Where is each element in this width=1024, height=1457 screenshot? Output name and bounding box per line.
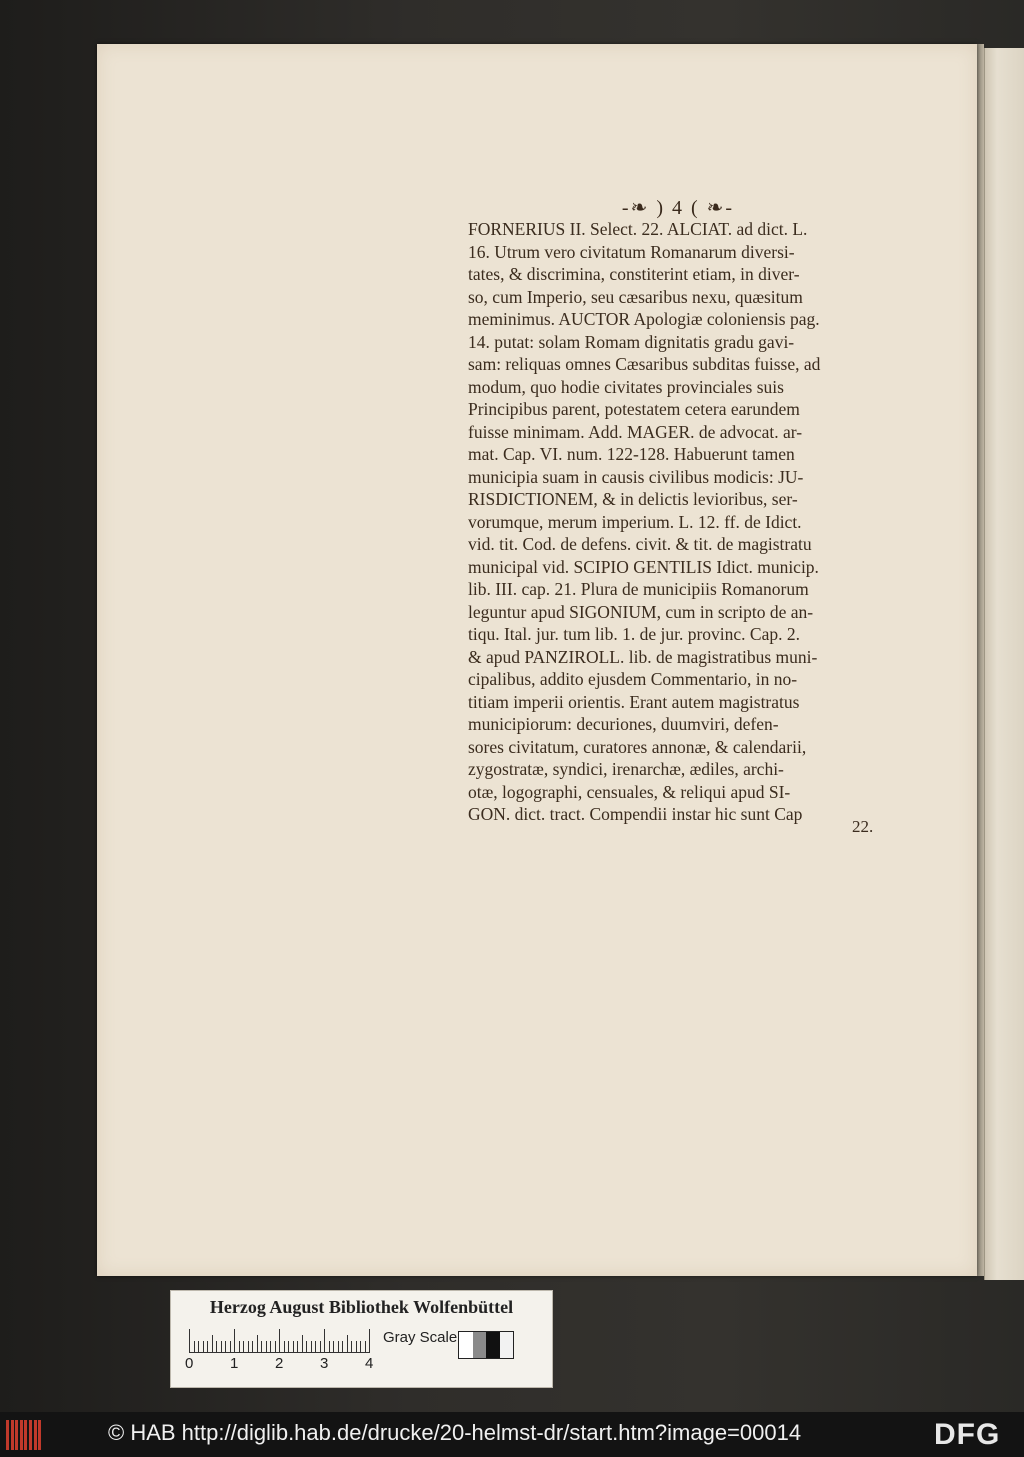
ruler-number: 4 <box>365 1355 374 1372</box>
ruler-numbers <box>185 1355 385 1375</box>
gray-scale-swatches <box>458 1331 514 1359</box>
text-line: otæ, logographi, censuales, & reliqui apud SI- <box>468 781 791 802</box>
ruler <box>189 1327 379 1353</box>
ruler-number: 1 <box>230 1355 239 1372</box>
gray-scale-label: Gray Scale <box>383 1329 458 1346</box>
text-line: municipal vid. SCIPIO GENTILIS Idict. municip. <box>468 556 819 577</box>
text-line: lib. III. cap. 21. Plura de municipiis Romanorum <box>468 579 809 599</box>
text-line: vorumque, merum imperium. L. 12. ff. de Idict. <box>468 511 802 532</box>
page-fold <box>977 44 984 1276</box>
text-line: tates, & discrimina, constiterint etiam, in diver- <box>468 264 800 284</box>
text-line: & apud PANZIROLL. lib. de magistratibus muni- <box>468 646 818 667</box>
text-line: 14. putat: solam Romam dignitatis gradu gavi- <box>468 331 795 352</box>
catchword: 22. <box>852 817 874 836</box>
text-line: tiqu. Ital. jur. tum lib. 1. de jur. provinc. Cap. 2. <box>468 624 800 644</box>
gray-swatch <box>473 1332 487 1358</box>
text-line: leguntur apud SIGONIUM, cum in scripto de an- <box>468 601 814 622</box>
text-line: vid. tit. Cod. de defens. civit. & tit. de magistratu <box>468 534 812 554</box>
viewer-footer <box>0 1412 1024 1457</box>
gray-swatch <box>486 1332 500 1358</box>
text-line: modum, quo hodie civitates provinciales suis <box>468 376 784 397</box>
gray-swatch <box>459 1332 473 1358</box>
text-line: mat. Cap. VI. num. 122-128. Habuerunt tamen <box>468 444 795 464</box>
text-line: so, cum Imperio, seu cæsaribus nexu, quæsitum <box>468 286 803 307</box>
text-line: sam: reliquas omnes Cæsaribus subditas fuisse, ad <box>468 354 821 374</box>
ruler-number: 0 <box>185 1355 194 1372</box>
page-number-header: -❧ ) 4 ( ❧- <box>621 197 735 219</box>
text-line: meminimus. AUCTOR Apologiæ coloniensis pag. <box>468 309 820 329</box>
text-line: Principibus parent, potestatem cetera earundem <box>468 399 800 419</box>
ruler-number: 2 <box>275 1355 284 1372</box>
copyright-link[interactable]: © HAB http://diglib.hab.de/drucke/20-helmst-dr/start.htm?image=00014 <box>108 1420 802 1445</box>
text-line: RISDICTIONEM, & in delictis levioribus, ser- <box>468 489 798 509</box>
hab-barcode-icon <box>6 1420 42 1450</box>
text-line: sores civitatum, curatores annonæ, & calendarii, <box>468 736 807 757</box>
ruler-number: 3 <box>320 1355 329 1372</box>
dfg-logo: DFG <box>934 1418 1001 1451</box>
text-line: fuisse minimam. Add. MAGER. de advocat. ar- <box>468 421 803 442</box>
page-text <box>468 218 898 826</box>
text-line: titiam imperii orientis. Erant autem magistratus <box>468 691 800 712</box>
text-line: municipiorum: decuriones, duumviri, defen- <box>468 714 779 734</box>
text-line: GON. dict. tract. Compendii instar hic sunt Cap <box>468 804 803 824</box>
text-line: 16. Utrum vero civitatum Romanarum diversi- <box>468 241 795 262</box>
library-name: Herzog August Bibliothek Wolfenbüttel <box>209 1297 514 1317</box>
gray-swatch <box>500 1332 514 1358</box>
text-line: FORNERIUS II. Select. 22. ALCIAT. ad dict. L. <box>468 219 808 239</box>
text-line: zygostratæ, syndici, irenarchæ, ædiles, archi- <box>468 759 784 779</box>
text-line: cipalibus, addito ejusdem Commentario, in no- <box>468 669 798 689</box>
library-scale-tag <box>170 1290 553 1388</box>
next-page-edge <box>984 48 1024 1280</box>
text-line: municipia suam in causis civilibus modicis: JU- <box>468 466 804 487</box>
